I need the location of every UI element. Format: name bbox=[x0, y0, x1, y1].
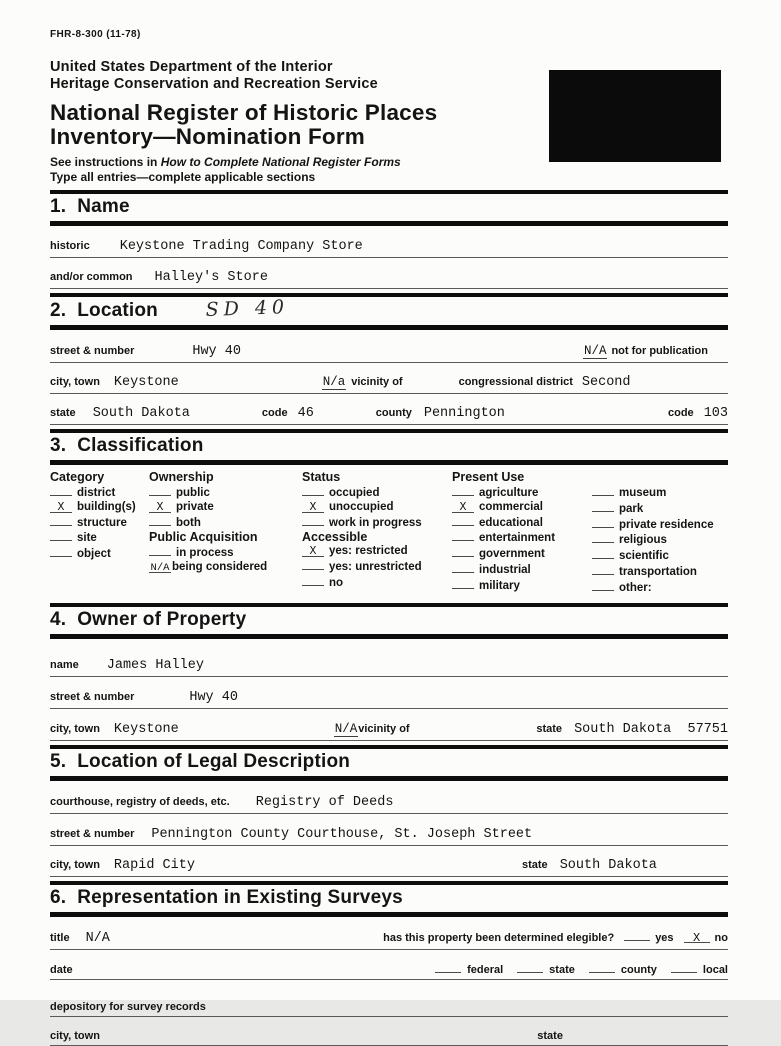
checkbox-blank bbox=[452, 530, 474, 541]
checkbox-label: object bbox=[77, 548, 111, 561]
handwritten-annotation: SD 40 bbox=[205, 296, 290, 321]
checkbox-blank: N/A bbox=[150, 562, 170, 575]
checkbox-buildings bbox=[50, 501, 149, 515]
checkbox-blank: X bbox=[149, 502, 171, 513]
survey-title-value: N/A bbox=[85, 930, 110, 946]
checkbox-being-considered bbox=[149, 561, 302, 575]
checkbox-blank: X bbox=[452, 502, 474, 513]
checkbox-blank bbox=[302, 559, 324, 570]
checkbox-blank bbox=[592, 532, 614, 543]
instructions bbox=[50, 155, 728, 184]
eligible-no-blank: X bbox=[684, 932, 710, 943]
ownership-column bbox=[149, 470, 302, 596]
instructions-prefix: See instructions in bbox=[50, 155, 161, 169]
checkbox-label: building(s) bbox=[77, 500, 136, 513]
checkbox-blank bbox=[592, 564, 614, 575]
street-row bbox=[50, 344, 728, 363]
agency-line-1: United States Department of the Interior bbox=[50, 59, 333, 75]
public-acquisition-header: Public Acquisition bbox=[149, 530, 258, 545]
county-value: Pennington bbox=[423, 406, 505, 421]
checkbox-blank bbox=[592, 548, 614, 559]
checkbox-label: industrial bbox=[479, 563, 531, 576]
section-4-title: 4. Owner of Property bbox=[50, 608, 247, 630]
checkbox-label: private bbox=[176, 500, 214, 513]
checkbox-label: government bbox=[479, 548, 545, 561]
street-value: Hwy 40 bbox=[192, 344, 241, 359]
historic-label: historic bbox=[50, 240, 90, 252]
historic-value: Keystone Trading Company Store bbox=[119, 239, 363, 254]
section-3-sub-rule bbox=[50, 463, 728, 465]
checkbox-private-residence bbox=[592, 517, 728, 533]
checkbox-label: yes: restricted bbox=[329, 545, 408, 558]
owner-state-label: state bbox=[536, 722, 563, 735]
owner-city-row bbox=[50, 722, 728, 741]
checkbox-blank: X bbox=[302, 502, 324, 513]
city-label: city, town bbox=[50, 376, 100, 388]
agency-line-2: Heritage Conservation and Recreation Service bbox=[50, 75, 378, 92]
owner-name-value: James Halley bbox=[106, 657, 204, 673]
state-value: South Dakota bbox=[92, 406, 190, 421]
checkbox-blank bbox=[50, 546, 72, 557]
checkbox-label: educational bbox=[479, 516, 543, 529]
checkbox-blank bbox=[592, 580, 614, 591]
category-column bbox=[50, 470, 149, 596]
checkbox-blank bbox=[50, 485, 72, 496]
checkbox-label: structure bbox=[77, 516, 127, 529]
checkbox-educational bbox=[452, 515, 592, 531]
state-row bbox=[50, 406, 728, 425]
checkbox-label: occupied bbox=[329, 487, 380, 499]
eligible-yes-label: yes bbox=[655, 931, 674, 944]
checkbox-blank bbox=[149, 515, 171, 526]
owner-street-label: street & number bbox=[50, 690, 135, 703]
page-title-line-2: Inventory—Nomination Form bbox=[50, 123, 366, 149]
federal-blank bbox=[435, 962, 461, 973]
survey-title-label: title bbox=[50, 931, 70, 944]
checkbox-label: yes: unrestricted bbox=[329, 561, 422, 574]
section-3-title: 3. Classification bbox=[50, 435, 204, 456]
checkbox-religious bbox=[592, 532, 728, 548]
classification-grid bbox=[50, 470, 728, 599]
present-use-header: Present Use bbox=[452, 470, 525, 484]
congressional-district-value: Second bbox=[581, 375, 631, 390]
checkbox-in-process bbox=[149, 545, 302, 561]
county-checkbox-label: county bbox=[620, 963, 657, 976]
checkbox-government bbox=[452, 546, 592, 562]
checkbox-blank bbox=[452, 562, 474, 573]
courthouse-label: courthouse, registry of deeds, etc. bbox=[50, 795, 230, 808]
checkbox-blank bbox=[302, 575, 324, 586]
not-for-publication-label: not for publication bbox=[611, 345, 708, 357]
checkbox-label: public bbox=[176, 487, 210, 499]
owner-vicinity-label: vicinity of bbox=[358, 722, 410, 735]
checkbox-label: commercial bbox=[479, 500, 543, 513]
checkbox-blank bbox=[149, 545, 171, 556]
checkbox-label: park bbox=[619, 502, 644, 515]
checkbox-yes-unrestricted bbox=[302, 559, 452, 575]
owner-name-label: name bbox=[50, 658, 79, 671]
legal-street-value: Pennington County Courthouse, St. Joseph Street bbox=[151, 826, 533, 842]
checkbox-label: district bbox=[77, 487, 116, 499]
checkbox-work-in-progress bbox=[302, 515, 452, 531]
checkbox-park bbox=[592, 501, 728, 517]
checkbox-label: work in progress bbox=[329, 516, 422, 529]
checkbox-site bbox=[50, 530, 149, 546]
section-6-heading bbox=[50, 885, 728, 915]
courthouse-row bbox=[50, 795, 728, 814]
eligible-no-label: no bbox=[714, 931, 728, 944]
checkbox-unoccupied bbox=[302, 501, 452, 515]
page-title-line-1: National Register of Historic Places bbox=[50, 100, 438, 125]
checkbox-no bbox=[302, 575, 452, 591]
checkbox-entertainment bbox=[452, 530, 592, 546]
local-blank bbox=[671, 962, 697, 973]
checkbox-occupied bbox=[302, 485, 452, 501]
owner-vicinity-na: N/A bbox=[334, 721, 358, 736]
checkbox-label: in process bbox=[176, 547, 234, 560]
section-6-sub-rule bbox=[50, 915, 728, 917]
section-3-heading bbox=[50, 433, 728, 463]
owner-street-row bbox=[50, 690, 728, 709]
survey-date-row bbox=[50, 962, 728, 980]
city-row bbox=[50, 375, 728, 394]
legal-street-label: street & number bbox=[50, 827, 135, 840]
common-name-row bbox=[50, 270, 728, 289]
checkbox-label: entertainment bbox=[479, 532, 556, 545]
checkbox-label: site bbox=[77, 532, 97, 545]
checkbox-label: transportation bbox=[619, 565, 697, 578]
survey-date-label: date bbox=[50, 963, 73, 976]
section-1-title: 1. Name bbox=[50, 196, 130, 217]
checkbox-public bbox=[149, 485, 302, 501]
legal-city-label: city, town bbox=[50, 858, 100, 871]
state-code-label: code bbox=[261, 407, 288, 419]
section-5-title: 5. Location of Legal Description bbox=[50, 750, 351, 772]
present-use-subcolumn-a bbox=[452, 485, 592, 596]
checkbox-blank bbox=[452, 578, 474, 589]
not-for-publication-na: N/A bbox=[583, 344, 607, 358]
agency-name bbox=[50, 59, 728, 92]
section-2-title: 2. Location bbox=[50, 300, 158, 321]
legal-street-row bbox=[50, 827, 728, 846]
survey-state-label: state bbox=[537, 1029, 563, 1042]
checkbox-object bbox=[50, 546, 149, 562]
checkbox-blank bbox=[592, 485, 614, 496]
checkbox-blank: X bbox=[302, 546, 324, 557]
checkbox-blank bbox=[302, 515, 324, 526]
vicinity-label: vicinity of bbox=[351, 376, 403, 388]
legal-city-row bbox=[50, 858, 728, 877]
depository-label: depository for survey records bbox=[50, 1000, 206, 1013]
checkbox-district bbox=[50, 485, 149, 501]
checkbox-blank bbox=[452, 546, 474, 557]
courthouse-value: Registry of Deeds bbox=[255, 794, 394, 810]
congressional-district-label: congressional district bbox=[458, 376, 573, 388]
checkbox-label: private residence bbox=[619, 518, 714, 531]
checkbox-private bbox=[149, 501, 302, 515]
checkbox-label: unoccupied bbox=[329, 500, 394, 513]
present-use-subcolumn-b bbox=[592, 485, 728, 596]
section-6-title: 6. Representation in Existing Surveys bbox=[50, 886, 403, 908]
eligible-question-label: has this property been determined elegible? bbox=[383, 931, 615, 944]
owner-name-row bbox=[50, 658, 728, 677]
city-value: Keystone bbox=[113, 375, 179, 390]
checkbox-blank bbox=[50, 515, 72, 526]
ownership-header: Ownership bbox=[149, 470, 214, 484]
checkbox-blank bbox=[302, 485, 324, 496]
legal-state-value: South Dakota bbox=[559, 857, 657, 873]
checkbox-museum bbox=[592, 485, 728, 501]
checkbox-label: other: bbox=[619, 581, 652, 594]
depository-row bbox=[50, 1001, 728, 1017]
section-5-sub-rule bbox=[50, 779, 728, 781]
county-label: county bbox=[375, 407, 412, 419]
checkbox-military bbox=[452, 578, 592, 594]
checkbox-other bbox=[592, 580, 728, 596]
checkbox-label: being considered bbox=[172, 561, 268, 574]
checkbox-label: military bbox=[479, 579, 520, 592]
checkbox-blank bbox=[50, 530, 72, 541]
section-4-heading bbox=[50, 607, 728, 637]
instructions-line-1 bbox=[50, 155, 728, 170]
checkbox-transportation bbox=[592, 564, 728, 580]
survey-city-row bbox=[50, 1030, 728, 1046]
common-value: Halley's Store bbox=[154, 270, 268, 285]
checkbox-yes-restricted bbox=[302, 545, 452, 559]
checkbox-blank bbox=[149, 485, 171, 496]
instructions-manual-title: How to Complete National Register Forms bbox=[160, 155, 401, 169]
vicinity-na: N/a bbox=[322, 375, 346, 389]
checkbox-commercial bbox=[452, 501, 592, 515]
survey-title-row bbox=[50, 930, 728, 950]
checkbox-structure bbox=[50, 515, 149, 531]
checkbox-blank bbox=[452, 485, 474, 496]
state-checkbox-label: state bbox=[549, 963, 575, 976]
section-4-sub-rule bbox=[50, 637, 728, 639]
section-5-heading bbox=[50, 749, 728, 779]
section-1-heading bbox=[50, 194, 728, 224]
owner-city-label: city, town bbox=[50, 722, 100, 735]
checkbox-blank: X bbox=[50, 502, 72, 513]
survey-city-label: city, town bbox=[50, 1029, 100, 1042]
checkbox-label: religious bbox=[619, 534, 667, 547]
checkbox-blank bbox=[592, 517, 614, 528]
checkbox-industrial bbox=[452, 562, 592, 578]
federal-label: federal bbox=[467, 963, 504, 976]
street-label: street & number bbox=[50, 345, 135, 357]
checkbox-label: both bbox=[176, 516, 201, 529]
local-label: local bbox=[702, 963, 728, 976]
checkbox-label: agriculture bbox=[479, 487, 539, 499]
checkbox-scientific bbox=[592, 548, 728, 564]
checkbox-label: museum bbox=[619, 487, 667, 499]
checkbox-both bbox=[149, 515, 302, 531]
legal-state-label: state bbox=[522, 858, 548, 871]
owner-city-value: Keystone bbox=[113, 721, 179, 737]
status-header: Status bbox=[302, 470, 341, 484]
form-number: FHR-8-300 (11-78) bbox=[50, 29, 141, 40]
eligible-yes-blank bbox=[624, 930, 650, 941]
checkbox-agriculture bbox=[452, 485, 592, 501]
historic-name-row bbox=[50, 239, 728, 258]
present-use-column bbox=[452, 470, 728, 596]
checkbox-label: no bbox=[329, 576, 344, 589]
state-blank bbox=[517, 962, 543, 973]
owner-state-value: South Dakota 57751 bbox=[574, 721, 728, 737]
instructions-line-2: Type all entries—complete applicable sections bbox=[50, 169, 316, 184]
section-1-sub-rule bbox=[50, 224, 728, 226]
county-code-value: 103 bbox=[703, 406, 728, 421]
checkbox-blank bbox=[452, 515, 474, 526]
section-2-heading bbox=[50, 297, 728, 328]
accessible-header: Accessible bbox=[302, 530, 368, 545]
page-title bbox=[50, 101, 728, 148]
legal-city-value: Rapid City bbox=[113, 857, 195, 873]
state-label: state bbox=[50, 407, 76, 419]
owner-street-value: Hwy 40 bbox=[189, 689, 238, 705]
status-column bbox=[302, 470, 452, 596]
state-code-value: 46 bbox=[297, 406, 314, 421]
section-2-sub-rule bbox=[50, 328, 728, 330]
county-blank bbox=[589, 962, 615, 973]
category-header: Category bbox=[50, 470, 105, 484]
common-label: and/or common bbox=[50, 271, 133, 283]
county-code-label: code bbox=[668, 407, 694, 419]
checkbox-label: scientific bbox=[619, 550, 669, 563]
checkbox-blank bbox=[592, 501, 614, 512]
